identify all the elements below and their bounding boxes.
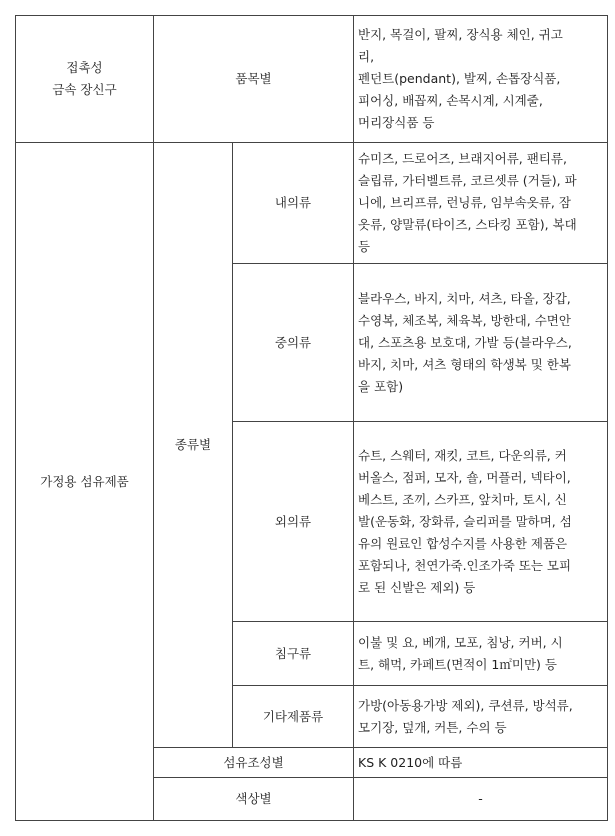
underwear-items-line: 슬립류, 가터벨트류, 코르셋류 (거들), 파 xyxy=(358,173,577,188)
other-items-line: 모기장, 덮개, 커튼, 수의 등 xyxy=(358,719,507,735)
outerwear-items-line: 로 된 신발은 제외) 등 xyxy=(358,579,476,595)
underwear-items-line: 등 xyxy=(358,239,371,254)
kind-label-cell: 종류별 xyxy=(154,143,233,748)
underwear-items-line: 슈미즈, 드로어즈, 브래지어류, 팬티류, xyxy=(358,151,567,166)
item-label-cell: 품목별 xyxy=(154,16,354,143)
metal-category-cell xyxy=(16,16,154,143)
outerwear-label-cell: 외의류 xyxy=(233,422,354,622)
metal-items-line: 머리장식품 등 xyxy=(358,115,435,130)
underwear-row xyxy=(16,143,608,264)
other-label-cell: 기타제품류 xyxy=(233,686,354,748)
bedding-label-cell: 침구류 xyxy=(233,622,354,686)
color-value-cell: - xyxy=(354,778,608,821)
midwear-items-line: 을 포함) xyxy=(358,378,404,394)
metal-category-line2: 금속 장신구 xyxy=(52,82,117,97)
metal-items-line: 펜던트(pendant), 발찌, 손톱장식품, xyxy=(358,71,561,86)
fiber-value-cell: KS K 0210에 따름 xyxy=(354,748,608,778)
midwear-items-line: 수영복, 체조복, 체육복, 방한대, 수면안 xyxy=(358,312,571,328)
metal-items-line: 피어싱, 배꼽찌, 손목시계, 시계줄, xyxy=(358,93,543,108)
outerwear-items-line: 발(운동화, 장화류, 슬리퍼를 말하며, 섬 xyxy=(358,513,572,529)
other-items-line: 가방(아동용가방 제외), 쿠션류, 방석류, xyxy=(358,697,573,713)
fiber-label-cell: 섬유조성별 xyxy=(154,748,354,778)
midwear-items-cell xyxy=(354,264,608,422)
midwear-items-line: 대, 스포츠용 보호대, 가발 등(블라우스, xyxy=(358,334,572,350)
product-category-table xyxy=(15,15,608,821)
underwear-items-line: 니에, 브리프류, 런닝류, 임부속옷류, 잠 xyxy=(358,195,571,210)
outerwear-items-cell xyxy=(354,422,608,622)
metal-items-line: 반지, 목걸이, 팔찌, 장식용 체인, 귀고 xyxy=(358,27,563,42)
other-items-cell xyxy=(354,686,608,748)
bedding-items-line: 이불 및 요, 베개, 모포, 침낭, 커버, 시 xyxy=(358,634,563,650)
textile-category-cell: 가정용 섬유제품 xyxy=(16,143,154,821)
metal-items-cell xyxy=(354,16,608,143)
outerwear-items-line: 버올스, 점퍼, 모자, 숄, 머플러, 넥타이, xyxy=(358,469,571,485)
outerwear-items-line: 포함되나, 천연가죽.인조가죽 또는 모피 xyxy=(358,557,572,573)
outerwear-items-line: 베스트, 조끼, 스카프, 앞치마, 토시, 신 xyxy=(358,491,567,507)
underwear-label-cell: 내의류 xyxy=(233,143,354,264)
midwear-items-line: 바지, 치마, 셔츠 형태의 학생복 및 한복 xyxy=(358,356,571,372)
bedding-items-line: 트, 해먹, 카페트(면적이 1㎡미만) 등 xyxy=(358,656,557,672)
midwear-label-cell: 중의류 xyxy=(233,264,354,422)
outerwear-items-line: 유의 원료인 합성수지를 사용한 제품은 xyxy=(358,535,568,551)
metal-category-line1: 접촉성 xyxy=(66,60,103,75)
bedding-items-cell xyxy=(354,622,608,686)
underwear-items-cell xyxy=(354,143,608,264)
midwear-items-line: 블라우스, 바지, 치마, 셔츠, 타올, 장갑, xyxy=(358,290,571,306)
color-label-cell: 색상별 xyxy=(154,778,354,821)
underwear-items-line: 옷류, 양말류(타이즈, 스타킹 포함), 복대 xyxy=(358,217,577,232)
metal-items-line: 리, xyxy=(358,49,375,64)
outerwear-items-line: 슈트, 스웨터, 재킷, 코트, 다운의류, 커 xyxy=(358,447,567,463)
metal-accessory-row xyxy=(16,16,608,143)
